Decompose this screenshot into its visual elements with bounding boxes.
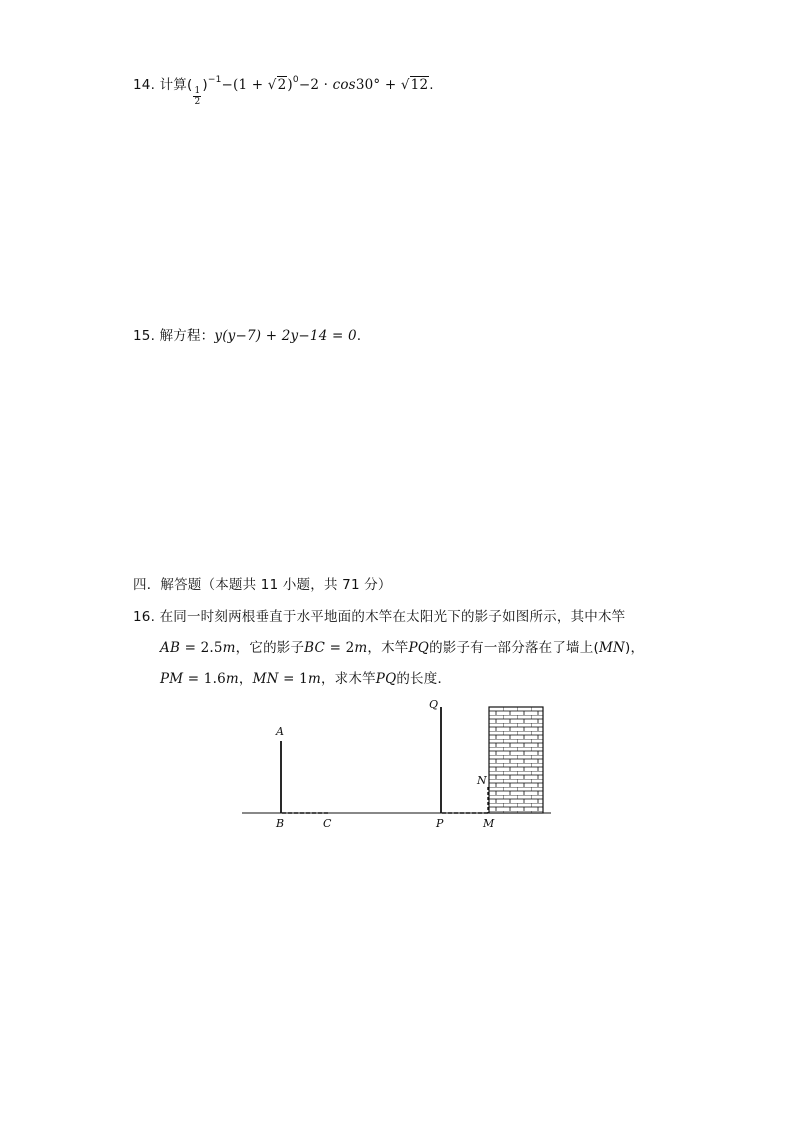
expression-part: −2 · [298, 77, 333, 93]
exponent: 0 [292, 75, 299, 85]
text-part: ，它的影子 [235, 640, 305, 656]
math-var: PQ [408, 640, 430, 656]
square-root: √2 [267, 77, 287, 93]
label-m: M [483, 817, 495, 830]
question-text: 解方程： [159, 328, 215, 344]
math-value: = 2.5 [180, 640, 223, 656]
text-part: 的影子有一部分落在了墙上( [429, 640, 599, 656]
math-var: BC [304, 640, 326, 656]
cos-function: cos [332, 77, 356, 93]
label-c: C [323, 817, 332, 830]
math-unit: m [225, 671, 239, 687]
math-value: = 1 [278, 671, 308, 687]
label-n: N [477, 774, 487, 787]
math-var: MN [252, 671, 279, 687]
expression-part: ) [287, 77, 293, 93]
text-part: ，木竿 [367, 640, 409, 656]
radicand: 12 [410, 77, 429, 93]
fraction-numerator: 1 [194, 86, 201, 96]
math-unit: m [307, 671, 321, 687]
math-value: = 1.6 [183, 671, 226, 687]
section-heading: 四．解答题（本题共 11 小题，共 71 分） [133, 577, 392, 593]
text-part: 的长度． [396, 671, 452, 687]
math-var: AB [160, 640, 181, 656]
label-a: A [276, 725, 284, 738]
period: . [429, 77, 434, 93]
math-unit: m [354, 640, 368, 656]
equation: y(y−7) + 2y−14 = 0 [214, 328, 357, 344]
brick-wall [489, 707, 543, 813]
text-part: ，求木竿 [320, 671, 376, 687]
square-root: √12 [400, 77, 429, 93]
math-value: = 2 [325, 640, 355, 656]
expression-part: −(1 + [221, 77, 268, 93]
question-text: 计算( [159, 77, 193, 93]
label-p: P [436, 817, 444, 830]
label-q: Q [429, 698, 439, 711]
math-var: MN [598, 640, 625, 656]
text-part: ， [238, 671, 253, 687]
question-text: 在同一时刻两根垂直于水平地面的木竿在太阳光下的影子如图所示，其中木竿 [159, 609, 626, 625]
question-number: 14. [133, 77, 156, 93]
question-number: 15. [133, 328, 156, 344]
radicand: 2 [277, 77, 287, 93]
math-var: PM [160, 671, 184, 687]
question-number: 16. [133, 609, 156, 625]
question-14: 14. 计算( $\frac{1}{2}$ )$^{-1}-(1 + √2)^0-2 \cdot \cos 30^\circ + √12$. [133, 75, 434, 107]
text-part: )， [624, 640, 645, 656]
math-var: PQ [375, 671, 397, 687]
label-b: B [276, 817, 285, 830]
exponent: −1 [207, 75, 222, 85]
period: . [356, 328, 362, 344]
fraction-denominator: 2 [194, 97, 201, 107]
expression-part: 30° + [355, 77, 401, 93]
math-unit: m [222, 640, 236, 656]
